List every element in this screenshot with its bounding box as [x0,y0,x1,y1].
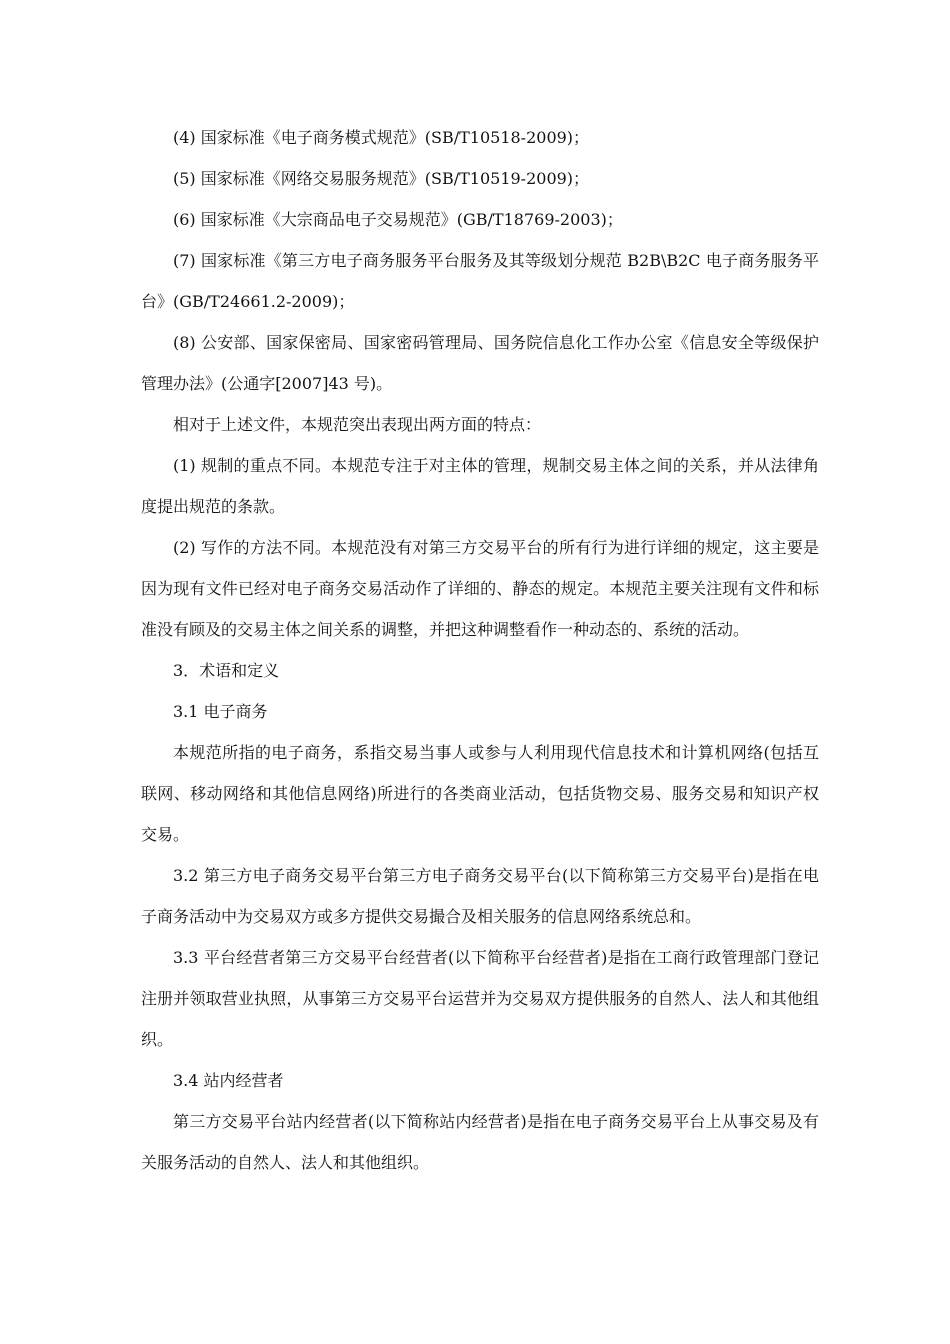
subsection-heading-3-4: 3.4 站内经营者 [173,1071,284,1090]
definition-in-site-operator: 第三方交易平台站内经营者(以下简称站内经营者)是指在电子商务交易平台上从事交易及有关服务活动的自然人、法人和其他组织。 [141,1112,819,1172]
reference-item-4: (4) 国家标准《电子商务模式规范》(SB/T10518-2009)； [173,128,590,147]
definition-ecommerce: 本规范所指的电子商务，系指交易当事人或参与人利用现代信息技术和计算机网络(包括互联网、移动网络和其他信息网络)所进行的各类商业活动，包括货物交易、服务交易和知识产权交易。 [141,743,819,844]
definition-platform: 3.2 第三方电子商务交易平台第三方电子商务交易平台(以下简称第三方交易平台)是指在电子商务活动中为交易双方或多方提供交易撮合及相关服务的信息网络系统总和。 [141,866,819,926]
document-body [141,117,819,1183]
reference-item-6: (6) 国家标准《大宗商品电子交易规范》(GB/T18769-2003)； [173,210,623,229]
reference-item-8: (8) 公安部、国家保密局、国家密码管理局、国务院信息化工作办公室《信息安全等级保护管理办法》(公通字[2007]43 号)。 [141,333,819,393]
reference-item-5: (5) 国家标准《网络交易服务规范》(SB/T10519-2009)； [173,169,590,188]
subsection-heading-3-1: 3.1 电子商务 [173,702,268,721]
feature-item-1: (1) 规制的重点不同。本规范专注于对主体的管理，规制交易主体之间的关系，并从法律角度提出规范的条款。 [141,456,819,516]
feature-item-2: (2) 写作的方法不同。本规范没有对第三方交易平台的所有行为进行详细的规定，这主要是因为现有文件已经对电子商务交易活动作了详细的、静态的规定。本规范主要关注现有文件和标准没有顾及的交易主体之间关系的调整，并把这种调整看作一种动态的、系统的活动。 [141,538,819,639]
reference-item-7: (7) 国家标准《第三方电子商务服务平台服务及其等级划分规范 B2B\B2C 电子商务服务平台》(GB/T24661.2-2009)； [141,251,819,311]
comparison-intro: 相对于上述文件，本规范突出表现出两方面的特点： [173,415,542,434]
definition-operator: 3.3 平台经营者第三方交易平台经营者(以下简称平台经营者)是指在工商行政管理部门登记注册并领取营业执照，从事第三方交易平台运营并为交易双方提供服务的自然人、法人和其他组织。 [141,948,819,1049]
section-heading-terms: 3．术语和定义 [173,661,280,680]
